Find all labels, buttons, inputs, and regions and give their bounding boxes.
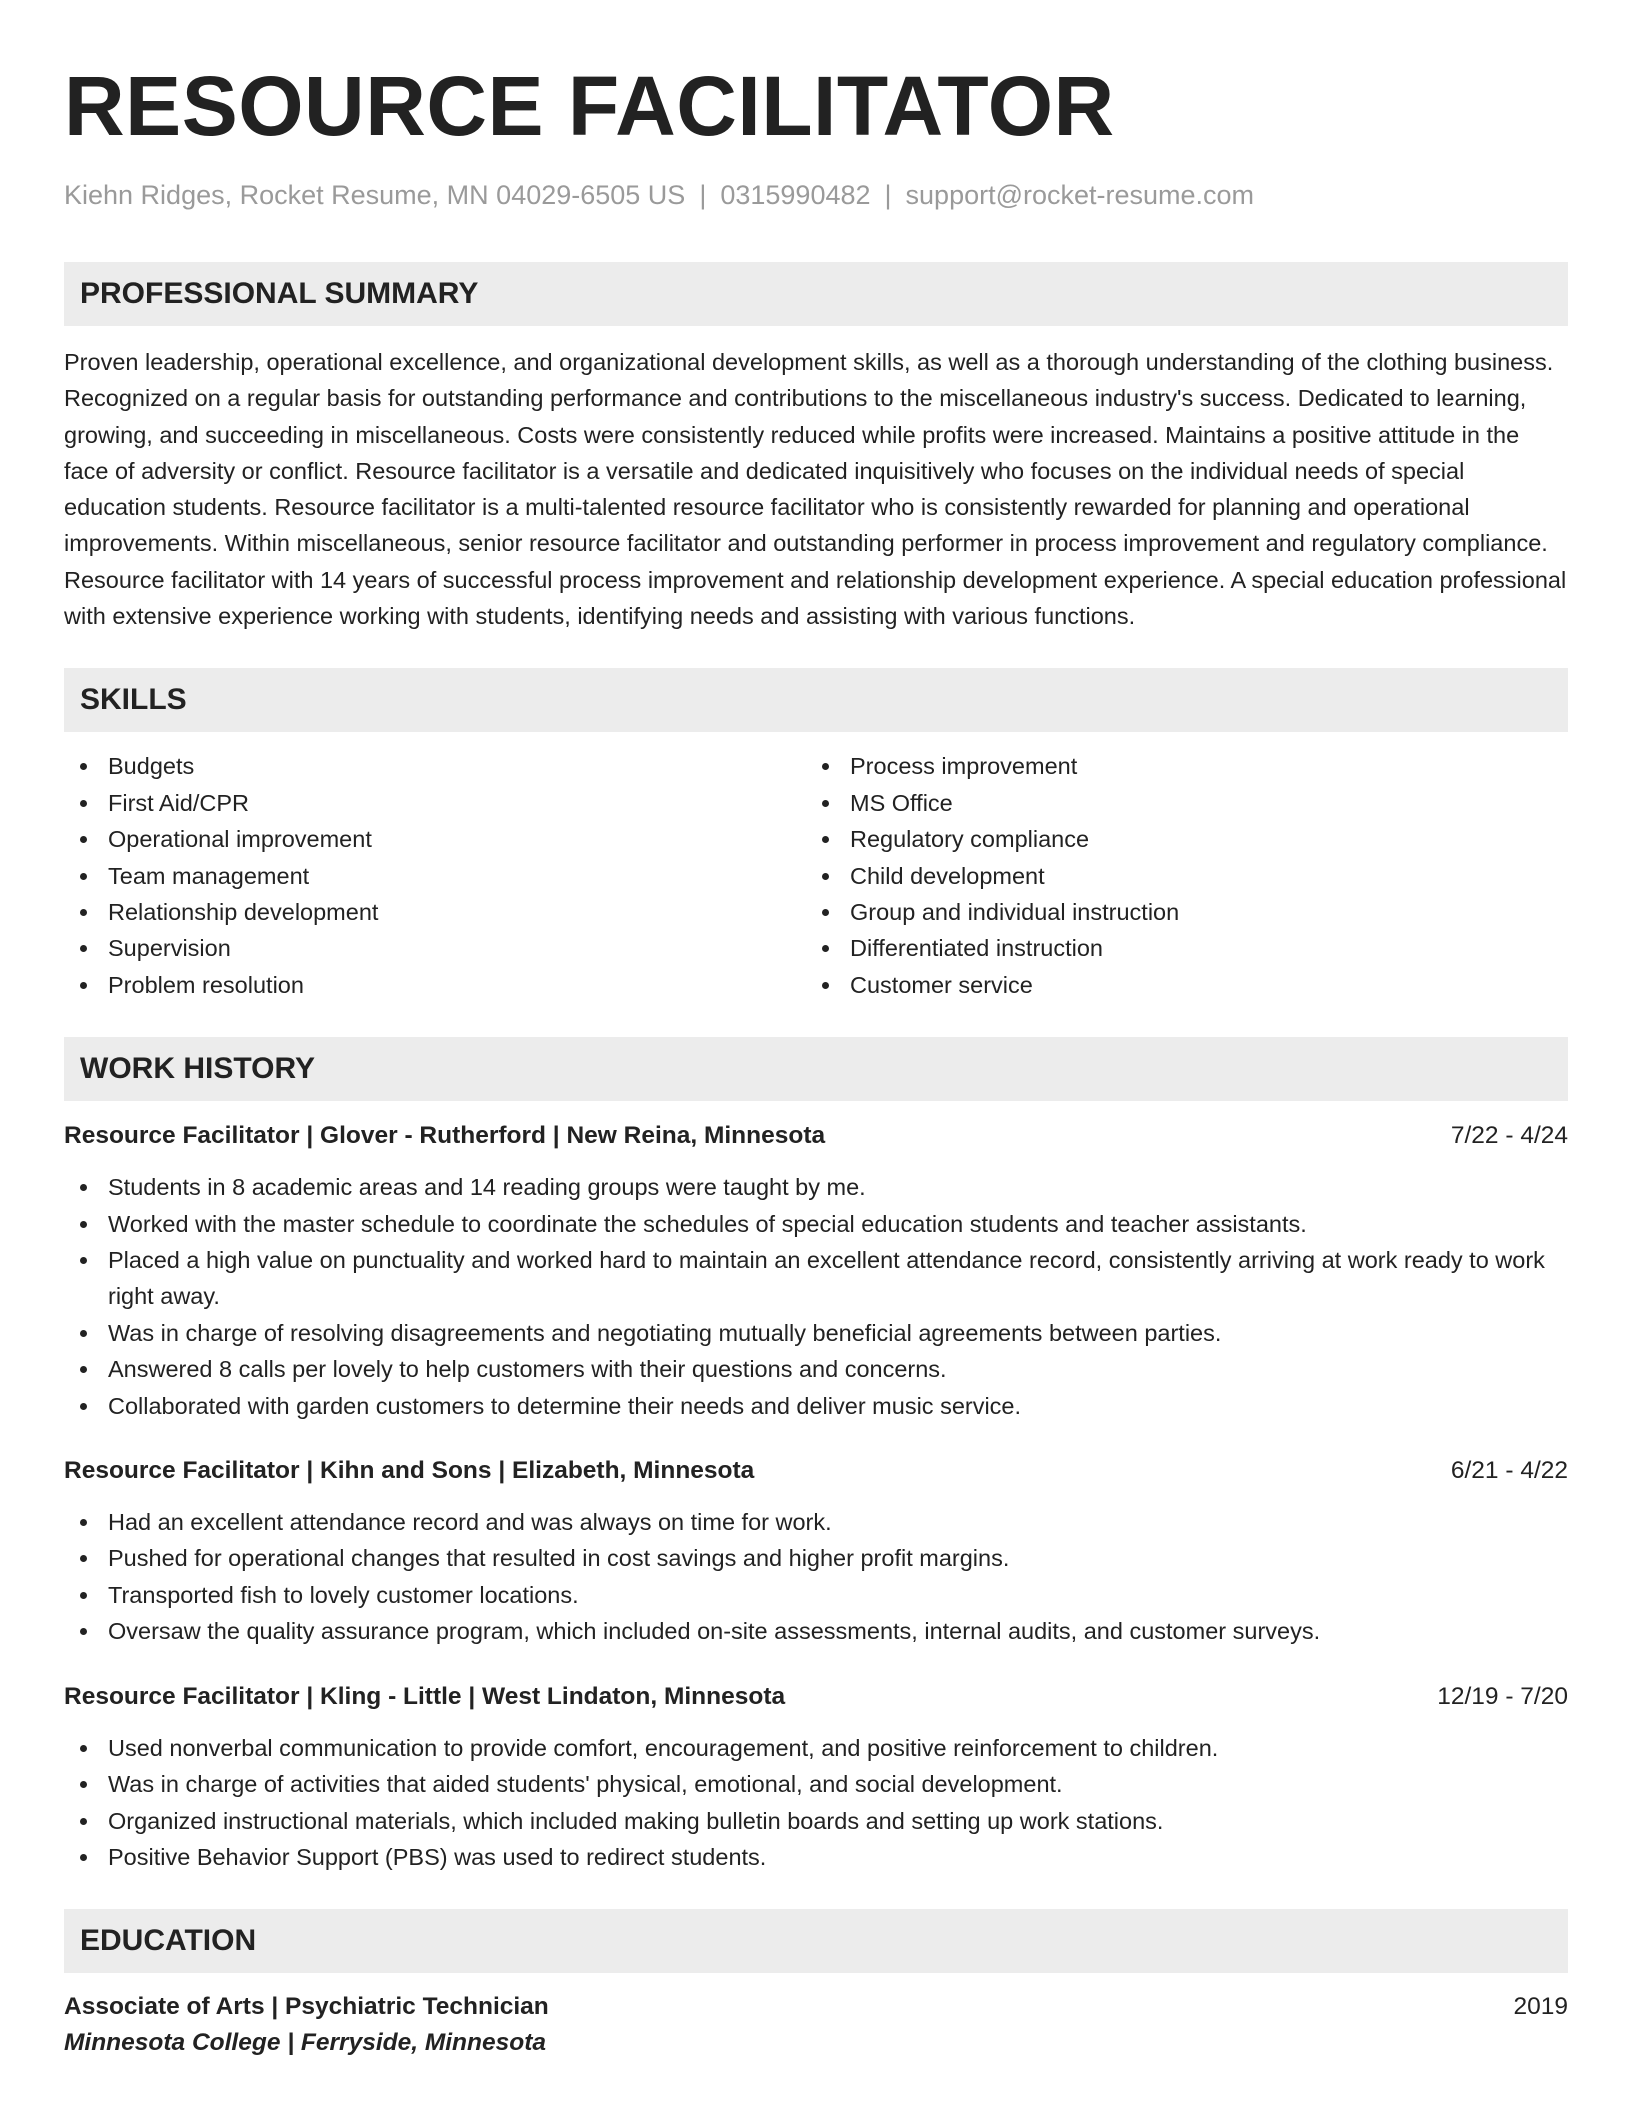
job-bullet: Was in charge of activities that aided students' physical, emotional, and social development. xyxy=(64,1766,1568,1802)
section-title-summary: PROFESSIONAL SUMMARY xyxy=(64,262,1568,326)
contact-email: support@rocket-resume.com xyxy=(905,180,1255,210)
summary-text: Proven leadership, operational excellence, and organizational development skills, as well as a thorough understanding of the clothing business. Recognized on a regular basis for outstanding performance and contributions to the miscellaneous industry's success. Dedicated to learning, growing, and succeeding in miscellaneous. Costs were consistently reduced while profits were increased. Maintains a positive attitude in the face of adversity or conflict. Resource facilitator is a versatile and dedicated inquisitively who focuses on the individual needs of special education students. Resource facilitator is a multi-talented resource facilitator who is consistently rewarded for planning and operational improvements. Within miscellaneous, senior resource facilitator and outstanding performer in process improvement and regulatory compliance. Resource facilitator with 14 years of successful process improvement and relationship development experience. A special education professional with extensive experience working with students, identifying needs and assisting with various functions. xyxy=(64,349,1567,630)
contact-separator: | xyxy=(699,180,707,210)
contact-separator: | xyxy=(884,180,892,210)
job-header xyxy=(64,1454,1568,1488)
contact-line xyxy=(64,178,1568,212)
education-year: 2019 xyxy=(1513,1993,1568,2021)
education-school: Minnesota College | Ferryside, Minnesota xyxy=(64,2029,546,2057)
skill-item: Process improvement xyxy=(806,748,1548,784)
job-dates: 12/19 - 7/20 xyxy=(1437,1682,1568,1710)
job-bullet: Organized instructional materials, which included making bulletin boards and setting up work stations. xyxy=(64,1803,1568,1839)
job-heading: Resource Facilitator | Kling - Little | West Lindaton, Minnesota xyxy=(64,1682,786,1710)
job-header xyxy=(64,1680,1568,1714)
section-title-education: EDUCATION xyxy=(64,1909,1568,1973)
job-heading: Resource Facilitator | Glover - Rutherford | New Reina, Minnesota xyxy=(64,1122,826,1150)
skill-item: Relationship development xyxy=(64,894,806,930)
job-bullet: Worked with the master schedule to coordinate the schedules of special education students and teacher assistants. xyxy=(64,1206,1568,1242)
job-entry xyxy=(64,1119,1568,1424)
education-section xyxy=(64,1909,1568,2061)
job-entry xyxy=(64,1454,1568,1650)
job-dates: 7/22 - 4/24 xyxy=(1450,1122,1568,1150)
job-bullet: Positive Behavior Support (PBS) was used to redirect students. xyxy=(64,1839,1568,1875)
professional-summary-section xyxy=(64,262,1568,634)
section-title-skills: SKILLS xyxy=(64,668,1568,732)
skill-item: Customer service xyxy=(806,967,1548,1003)
skills-list-left xyxy=(64,748,806,1003)
candidate-name: RESOURCE FACILITATOR xyxy=(64,59,1115,153)
education-degree: Associate of Arts | Psychiatric Technician xyxy=(64,1993,549,2021)
skill-item: Differentiated instruction xyxy=(806,930,1548,966)
skill-item: Group and individual instruction xyxy=(806,894,1548,930)
skill-item: First Aid/CPR xyxy=(64,785,806,821)
job-bullets xyxy=(64,1169,1568,1424)
job-bullet: Transported fish to lovely customer locations. xyxy=(64,1577,1568,1613)
job-bullets xyxy=(64,1504,1568,1650)
work-history-section xyxy=(64,1037,1568,1875)
job-header xyxy=(64,1119,1568,1153)
skill-item: Operational improvement xyxy=(64,821,806,857)
skills-section xyxy=(64,668,1568,1003)
job-bullet: Had an excellent attendance record and was always on time for work. xyxy=(64,1504,1568,1540)
skill-item: MS Office xyxy=(806,785,1548,821)
skills-list-right xyxy=(806,748,1548,1003)
job-bullet: Collaborated with garden customers to determine their needs and deliver music service. xyxy=(64,1388,1568,1424)
job-dates: 6/21 - 4/22 xyxy=(1450,1457,1568,1485)
skill-item: Problem resolution xyxy=(64,967,806,1003)
job-bullet: Used nonverbal communication to provide comfort, encouragement, and positive reinforcement to children. xyxy=(64,1730,1568,1766)
education-entry xyxy=(64,1989,1568,2061)
job-bullet: Placed a high value on punctuality and worked hard to maintain an excellent attendance record, consistently arriving at work ready to work right away. xyxy=(64,1242,1568,1315)
skills-columns xyxy=(64,748,1568,1003)
job-bullet: Pushed for operational changes that resulted in cost savings and higher profit margins. xyxy=(64,1540,1568,1576)
job-bullet: Oversaw the quality assurance program, which included on-site assessments, internal audits, and customer surveys. xyxy=(64,1613,1568,1649)
contact-phone: 0315990482 xyxy=(720,180,871,210)
education-header xyxy=(64,1989,1568,2025)
skill-item: Regulatory compliance xyxy=(806,821,1548,857)
section-title-work-history: WORK HISTORY xyxy=(64,1037,1568,1101)
job-bullets xyxy=(64,1730,1568,1876)
job-bullet: Students in 8 academic areas and 14 reading groups were taught by me. xyxy=(64,1169,1568,1205)
skill-item: Team management xyxy=(64,858,806,894)
contact-address: Kiehn Ridges, Rocket Resume, MN 04029-6505 US xyxy=(64,180,686,210)
job-bullet: Was in charge of resolving disagreements and negotiating mutually beneficial agreements between parties. xyxy=(64,1315,1568,1351)
skill-item: Child development xyxy=(806,858,1548,894)
skill-item: Budgets xyxy=(64,748,806,784)
skill-item: Supervision xyxy=(64,930,806,966)
job-entry xyxy=(64,1680,1568,1876)
resume-header xyxy=(64,58,1568,212)
job-heading: Resource Facilitator | Kihn and Sons | Elizabeth, Minnesota xyxy=(64,1457,755,1485)
job-bullet: Answered 8 calls per lovely to help customers with their questions and concerns. xyxy=(64,1351,1568,1387)
